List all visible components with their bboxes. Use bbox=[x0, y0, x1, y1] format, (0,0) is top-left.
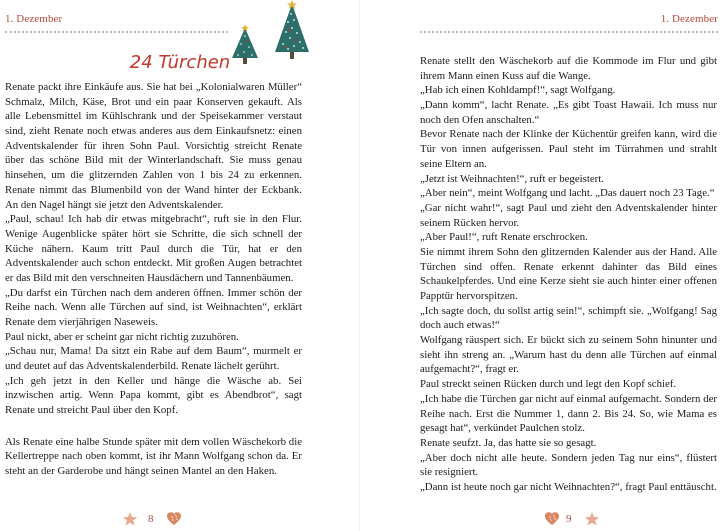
paragraph: „Paul, schau! Ich hab dir etwas mitgebracht“, ruft sie in den Flur. Wenige Augenblicke später hört sie Schritte, die sich schnell der Küche nähern. Kaum tritt Paul durch die Tür, hat er den Adventskalender auch schon entdeckt. Mit großen Augen betrachtet er das Bild mit den verschneiten Hausdächern und Tannenbäumen. bbox=[5, 213, 302, 284]
paragraph: Renate seufzt. Ja, das hatte sie so gesagt. bbox=[420, 436, 597, 449]
right-page bbox=[360, 0, 720, 531]
paragraph: Renate stellt den Wäschekorb auf die Kommode im Flur und gibt ihrem Mann einen Kuss auf die Wange. bbox=[420, 55, 717, 82]
dotted-rule-right bbox=[420, 31, 718, 33]
chapter-title: 24 Türchen bbox=[129, 52, 231, 73]
paragraph: „Ich geh jetzt in den Keller und hänge die Wäsche ab. Sei inzwischen artig. Wenn Papa kommt, gibt es Abendbrot“, sagt Renate und streicht Paul über den Kopf. bbox=[5, 374, 302, 417]
heart-icon bbox=[544, 511, 560, 527]
paragraph: Als Renate eine halbe Stunde später mit dem vollen Wäschekorb die Kellertreppe nach oben kommt, ist ihr Mann Wolfgang schon da. Er steht an der Garderobe und hängt seinen Mantel an den Haken. bbox=[5, 435, 302, 478]
paragraph: Wolfgang räuspert sich. Er bückt sich zu seinem Sohn hinunter und sieht ihn streng an. „Warum hast du denn alle Türchen auf einmal aufgemacht?“, fragt er. bbox=[420, 334, 717, 376]
star-icon bbox=[584, 511, 600, 527]
paragraph: Bevor Renate nach der Klinke der Küchentür greifen kann, wird die Tür von innen aufgerissen. Paul steht im Türrahmen und strahlt seine Eltern an. bbox=[420, 128, 717, 170]
right-body-text bbox=[420, 54, 717, 495]
running-head-left: 1. Dezember bbox=[5, 13, 63, 25]
heart-icon bbox=[166, 511, 182, 527]
paragraph: „Aber doch nicht alle heute. Sondern jeden Tag nur eins“, flüstert sie resigniert. bbox=[420, 451, 717, 479]
paragraph: „Gar nicht wahr!“, sagt Paul und zieht den Adventskalender hinter seinem Rücken hervor. bbox=[420, 201, 717, 229]
running-head-right: 1. Dezember bbox=[660, 13, 718, 25]
paragraph: „Aber nein“, meint Wolfgang und lacht. „Das dauert noch 23 Tage.“ bbox=[420, 187, 715, 200]
paragraph: Sie nimmt ihrem Sohn den glitzernden Kalender aus der Hand. Alle Türchen sind offen. Renate erkennt dahinter das Bild eines Schaukelpferdes. Und eine Kerze sieht sie auch hinter einer offenen Papptür hervorspitzen. bbox=[420, 245, 717, 302]
star-icon bbox=[122, 511, 138, 527]
footer-right bbox=[542, 508, 612, 530]
paragraph: „Du darfst ein Türchen nach dem anderen öffnen. Immer schön der Reihe nach. Wenn alle Türchen auf sind, ist Weihnachten“, erklärt Renate dem vierjährigen Naseweis. bbox=[5, 286, 302, 328]
paragraph: „Hab ich einen Kohldampf!“, sagt Wolfgang. bbox=[420, 84, 616, 97]
paragraph: „Ich habe die Türchen gar nicht auf einmal aufgemacht. Sondern der Reihe nach. Erst die Nummer 1, dann 2. Bis 24. So, wie Mama es gesagt hat“, verkündet Paulchen stolz. bbox=[420, 392, 717, 435]
paragraph: „Dann ist heute noch gar nicht Weihnachten?“, fragt Paul enttäuscht. bbox=[420, 480, 717, 493]
footer-left bbox=[120, 508, 190, 530]
paragraph: „Ich sagte doch, du sollst artig sein!“, schimpft sie. „Wolfgang! Sag doch auch etwas!“ bbox=[420, 304, 717, 332]
page-number-right: 9 bbox=[566, 513, 572, 525]
page-number-left: 8 bbox=[148, 513, 154, 525]
paragraph: Paul nickt, aber er scheint gar nicht richtig zuzuhören. bbox=[5, 330, 239, 343]
paragraph: „Schau nur, Mama! Da sitzt ein Rabe auf dem Baum“, murmelt er und deutet auf das Adventskalenderbild. Renate lächelt gerührt. bbox=[5, 345, 302, 373]
paragraph: Paul streckt seinen Rücken durch und legt den Kopf schief. bbox=[420, 378, 677, 391]
paragraph: Renate packt ihre Einkäufe aus. Sie hat bei „Kolonialwaren Müller“ Schmalz, Milch, Käse, Brot und ein paar Konserven gekauft. Als alle Lebensmittel im Kühlschrank und der Speisekammer verstaut sind, zieht Renate noch etwas anderes aus dem Einkaufsnetz: einen Adventskalender für ihren Sohn Paul. Vorsichtig streicht Renate über das schöne Bild mit der Winterlandschaft. Sie muss genau hinsehen, um die glitzernden Zahlen von 1 bis 24 zu erkennen. Renate nimmt das Blumenbild von der Wand hinter der Eckbank. An den Nagel hängt sie jetzt den Adventskalender. bbox=[5, 81, 302, 211]
dotted-rule-left bbox=[5, 31, 228, 33]
paragraph: „Dann komm“, lacht Renate. „Es gibt Toast Hawaii. Ich muss nur noch den Ofen anschalten.“ bbox=[420, 99, 717, 126]
paragraph: „Aber Paul!“, ruft Renate erschrocken. bbox=[420, 231, 588, 244]
left-body-text bbox=[5, 80, 302, 479]
paragraph: „Jetzt ist Weihnachten!“, ruft er begeistert. bbox=[420, 172, 604, 185]
